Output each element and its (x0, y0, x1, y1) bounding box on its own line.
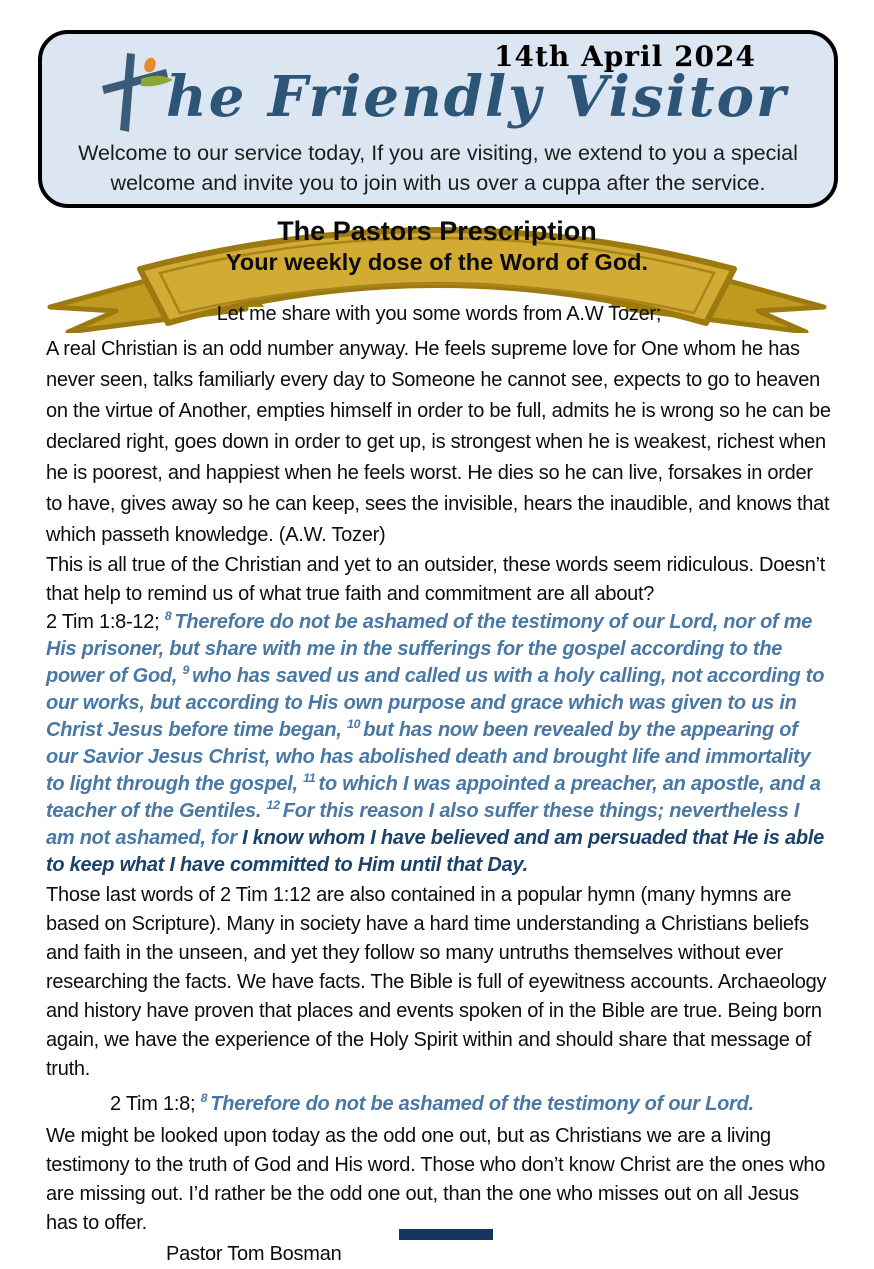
scripture-2tim-1-8-12 (46, 609, 832, 879)
scripture-reference: 2 Tim 1:8-12; (46, 611, 165, 633)
scripture-reference-2: 2 Tim 1:8; (110, 1093, 201, 1115)
welcome-message (42, 138, 834, 198)
author-signature: Pastor Tom Bosman (166, 1243, 342, 1265)
newsletter-title: he Friendly Visitor (166, 64, 788, 130)
footer-bar-cutoff (399, 1229, 493, 1240)
commentary-2: Those last words of 2 Tim 1:12 are also contained in a popular hymn (many hymns are based on Scripture). Many in society have a hard time understanding a Christians beliefs and faith in the unseen, and yet they follow so many untruths themselves without ever researching the facts. We have facts. The Bible is full of eyewitness accounts. Archaeology and history have proven that places and events spoken of in the Bible are true. Being born again, we have the experience of the Holy Spirit within and should share that message of truth. (46, 884, 827, 1080)
issue-date: 14th April 2024 (493, 40, 756, 73)
banner-title: The Pastors Prescription (277, 216, 597, 246)
masthead (38, 30, 838, 208)
commentary-3: We might be looked upon today as the odd one out, but as Christians we are a living testimony to the truth of God and His word. Those who don’t know Christ are the ones who are missing out. I’d rather be the odd one out, than the one who misses out on all Jesus has to offer. (46, 1125, 826, 1234)
welcome-line-2: welcome and invite you to join with us over a cuppa after the service. (110, 171, 766, 195)
pastor-article (46, 300, 832, 1269)
scripture-emphasis: I know whom I have believed and am persuaded that He is able to keep what I have committed to Him until that Day. (46, 827, 824, 876)
tozer-quote: A real Christian is an odd number anyway. He feels supreme love for One whom he has never seen, talks familiarly every day to Someone he cannot see, expects to go to heaven on the virtue of Another, empties himself in order to be full, admits he is wrong so he can be declared right, goes down in order to get up, is strongest when he is weakest, richest when he is poorest, and happiest when he feels worst. He dies so he can live, forsakes in order to have, gives away so he can keep, sees the invisible, hears the inaudible, and knows that which passeth knowledge. (A.W. Tozer) (46, 338, 831, 546)
commentary-1: This is all true of the Christian and yet to an outsider, these words seem ridiculous. Doesn’t that help to remind us of what true faith and commitment are all about? (46, 554, 826, 605)
banner-subtitle: Your weekly dose of the Word of God. (225, 249, 649, 275)
scripture-2tim-1-8 (46, 1090, 832, 1118)
welcome-line-1: Welcome to our service today, If you are visiting, we extend to you a special (78, 141, 798, 165)
intro-line: Let me share with you some words from A.W Tozer; (216, 303, 662, 325)
scripture-text: $^8$ Therefore do not be ashamed of the testimony of our Lord, nor of me His prisoner, but share with me in the sufferings for the gospel according to the power of God, $^9$ who has saved us and called us with a holy calling, not according to our works, but according to His own purpose and grace which was given to us in Christ Jesus before time began, $^{10}$ but has now been revealed by the appearing of our Savior Jesus Christ, who has abolished death and brought life and immortality to light through the gospel, $^{11}$ to which I was appointed a preacher, an apostle, and a teacher of the Gentiles. $^{12}$ For this reason I also suffer these things; nevertheless I am not ashamed, for (46, 609, 825, 849)
scripture-text-2: $^8$ Therefore do not be ashamed of the testimony of our Lord. (200, 1091, 754, 1115)
banner-text (28, 211, 846, 276)
